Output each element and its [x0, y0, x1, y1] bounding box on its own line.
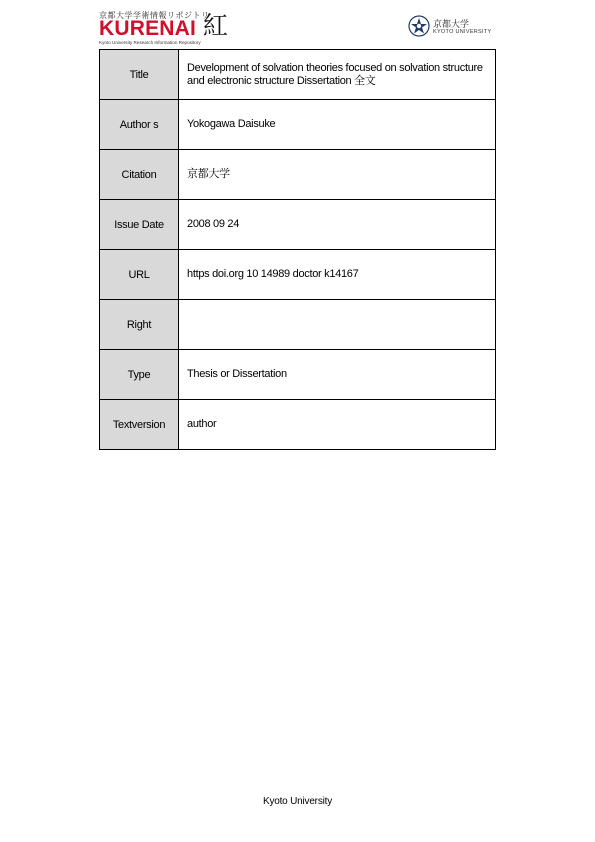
authors-label: Author s — [100, 100, 179, 150]
url-value[interactable]: https doi.org 10 14989 doctor k14167 — [179, 250, 496, 300]
repository-logo-word: KURENAI — [99, 17, 197, 40]
url-label: URL — [100, 250, 179, 300]
table-row — [100, 350, 496, 400]
table-row — [100, 250, 496, 300]
title-value: Development of solvation theories focused on solvation structure and electronic structure Dissertation 全文 — [179, 50, 496, 100]
textversion-value: author — [179, 400, 496, 450]
repository-name-jp: 京都大学学術情報リポジトリ — [99, 11, 210, 20]
issue-date-value: 2008 09 24 — [179, 200, 496, 250]
kyoto-university-logo — [408, 15, 496, 39]
citation-value: 京都大学 — [179, 150, 496, 200]
kyoto-emblem-icon — [408, 15, 430, 37]
right-value — [179, 300, 496, 350]
textversion-label: Textversion — [100, 400, 179, 450]
citation-label: Citation — [100, 150, 179, 200]
issue-date-label: Issue Date — [100, 200, 179, 250]
table-row — [100, 400, 496, 450]
table-row — [100, 200, 496, 250]
table-row — [100, 100, 496, 150]
footer-university: Kyoto University — [262, 796, 333, 807]
university-name-en: KYOTO UNIVERSITY — [433, 29, 492, 35]
table-row — [100, 50, 496, 100]
repository-logo-kanji: 紅 — [203, 12, 229, 40]
right-label: Right — [100, 300, 179, 350]
metadata-table — [99, 49, 496, 450]
university-name-jp: 京都大学 — [433, 20, 470, 30]
table-row — [100, 150, 496, 200]
kurenai-logo — [99, 10, 229, 48]
title-label: Title — [100, 50, 179, 100]
type-value: Thesis or Dissertation — [179, 350, 496, 400]
type-label: Type — [100, 350, 179, 400]
repository-subtitle: Kyoto University Research Information Repository — [99, 40, 201, 45]
table-row — [100, 300, 496, 350]
authors-value: Yokogawa Daisuke — [179, 100, 496, 150]
